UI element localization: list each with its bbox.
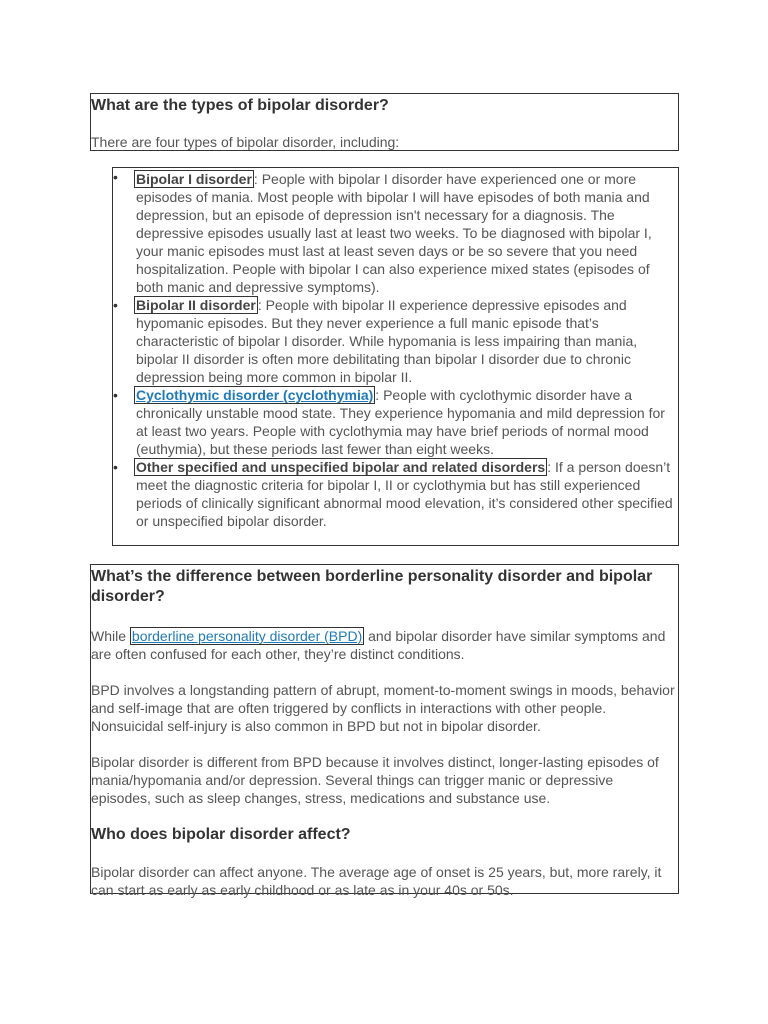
section-heading-types: What are the types of bipolar disorder? [91, 97, 389, 114]
list-item-cyclothymic [113, 386, 676, 458]
term-bipolar-1: Bipolar I disorder [136, 171, 252, 187]
bipolar-types-list [113, 168, 678, 530]
section-heading-who-affected: Who does bipolar disorder affect? [91, 826, 351, 843]
bpd-paragraph-1-end: and bipolar disorder have similar symptoms and are often confused for each other, they’re distinct conditions. [91, 628, 666, 662]
description-other-specified: If a person doesn’t meet the diagnostic criteria for bipolar I, II or cyclothymia but has still experienced periods of clinically significant abnormal mood elevation, it’s considered other specified or unspecified bipolar disorder. [136, 459, 673, 529]
bpd-paragraph-3: Bipolar disorder is different from BPD because it involves distinct, longer-lasting episodes of mania/hypomania and/or depression. Several things can trigger manic or depressive episodes, such as sleep changes, stress, medications and substance use. [91, 754, 659, 806]
list-item-bipolar-1 [113, 168, 676, 296]
types-intro-paragraph: There are four types of bipolar disorder, including: [91, 134, 400, 150]
term-other-specified: Other specified and unspecified bipolar and related disorders [136, 459, 546, 475]
list-item-bipolar-2 [113, 296, 676, 386]
description-cyclothymic: People with cyclothymic disorder have a chronically unstable mood state. They experience hypomania and mild depression for at least two years. People with cyclothymia may have brief periods of normal mood (euthymia), but these periods last fewer than eight weeks. [136, 387, 665, 457]
comparison-block [90, 564, 679, 898]
description-bipolar-2: People with bipolar II experience depressive episodes and hypomanic episodes. But they never experience a full manic episode that’s characteristic of bipolar I disorder. While hypomania is less impairing than mania, bipolar II disorder is often more debilitating than bipolar I disorder due to chronic depression being more common in bipolar II. [136, 297, 638, 385]
section-heading-bpd-difference: What’s the difference between borderline personality disorder and bipolar disorder? [91, 568, 653, 605]
bullet-icon: • [113, 297, 118, 313]
term-separator: : [547, 459, 552, 475]
term-bipolar-2: Bipolar II disorder [136, 297, 256, 313]
types-list-block [112, 167, 679, 546]
bullet-icon: • [113, 459, 118, 475]
bullet-icon: • [113, 387, 118, 403]
who-affected-paragraph: Bipolar disorder can affect anyone. The average age of onset is 25 years, but, more rarely, it can start as early as early childhood or as late as in your 40s or 50s. [91, 864, 662, 898]
types-heading-block [90, 93, 679, 151]
bpd-paragraph-1-start: While [91, 628, 130, 644]
bpd-paragraph-1 [91, 627, 676, 663]
term-separator: : [253, 171, 258, 187]
term-separator: : [375, 387, 380, 403]
bpd-paragraph-2: BPD involves a longstanding pattern of abrupt, moment-to-moment swings in moods, behavior and self-image that are often triggered by conflicts in interactions with other people. Nonsuicidal self-injury is also common in BPD but not in bipolar disorder. [91, 682, 675, 734]
cyclothymia-link[interactable]: Cyclothymic disorder (cyclothymia) [136, 387, 374, 403]
list-item-other-specified [113, 458, 676, 530]
bpd-link[interactable]: borderline personality disorder (BPD) [131, 628, 363, 644]
term-separator: : [257, 297, 262, 313]
bullet-icon: • [113, 169, 118, 185]
description-bipolar-1: People with bipolar I disorder have experienced one or more episodes of mania. Most people with bipolar I will have episodes of both mania and depression, but an episode of depression isn't necessary for a diagnosis. The depressive episodes usually last at least two weeks. To be diagnosed with bipolar I, your manic episodes must last at least seven days or be so severe that you need hospitalization. People with bipolar I can also experience mixed states (episodes of both manic and depressive symptoms). [136, 171, 652, 295]
